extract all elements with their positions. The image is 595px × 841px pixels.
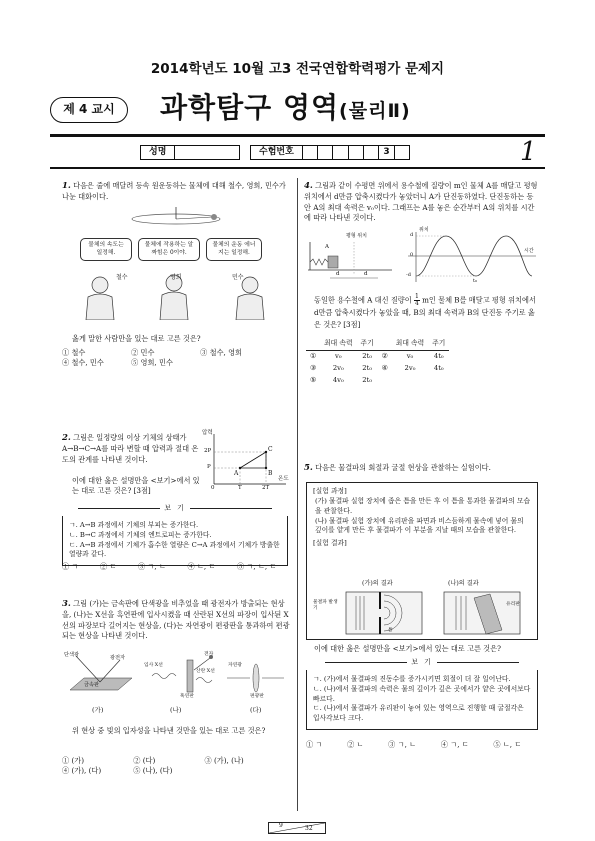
header-rule-bottom [50,167,545,169]
fig-label-polarizer: 편광판 [250,694,264,699]
point-a: A [234,470,239,477]
caption-da: (다) [250,706,262,714]
graph-xlabel: 온도 [278,476,289,482]
choice-1[interactable]: ① ㄱ [62,562,79,571]
tick-2p: 2P [204,448,212,454]
question-ask: 위 현상 중 빛의 입자성을 나타낸 것만을 있는 대로 고른 것은? [72,726,266,735]
exam-number-field[interactable] [250,145,410,160]
name-younghee: 영희 [170,274,182,281]
question-number: 3. [62,599,71,609]
question-ask: 옳게 말한 사람만을 있는 대로 고른 것은? [72,334,201,343]
choice-mark: ④ [381,363,388,372]
caption-ga: (가) [92,706,104,714]
page-number: 1 [520,137,537,167]
question-ask: 이에 대한 옳은 설명만을 <보기>에서 있는 대로 고른 것은? [3점] [72,476,200,496]
procedure-title: [실험 과정] [313,487,347,495]
choice-1[interactable]: ① 철수 [62,348,86,357]
pressure-temperature-graph [200,430,290,490]
question-number: 4. [304,181,313,191]
bogi-item-3: ㄷ. A→B 과정에서 기체가 흡수한 열량은 C→A 과정에서 기체가 방출한 열량과 같다. [69,540,280,559]
exam-number-cell[interactable] [364,146,379,159]
choice-mark: ① [310,351,317,360]
stem2-a: 동일한 용수철에 A 대신 질량이 [314,295,412,305]
choice-3[interactable]: ③ 철수, 영희 [200,348,242,357]
page-current: 9 [279,822,283,829]
point-c: C [268,446,273,453]
col-period: 주기 [357,338,378,350]
exam-number-cell[interactable] [318,146,333,159]
graph-origin: 0 [410,252,414,258]
fig-label-incident-x: 입사 X선 [144,663,163,668]
answer-table [306,338,449,386]
name-field[interactable] [140,145,240,160]
exam-number-cell[interactable] [349,146,364,159]
question-number: 5. [304,463,313,473]
choice-3[interactable]: ③ ㄱ, ㄴ [137,562,166,571]
exam-number-cell[interactable] [303,146,318,159]
graph-tick-minus-d: -d [406,272,411,278]
choice-4[interactable]: ④ ㄱ, ㄷ [440,740,469,749]
fraction [414,294,420,307]
choice-mark: ② [381,351,388,360]
choice-2[interactable]: ② 민수 [131,348,155,357]
bogi-box [62,504,288,566]
fig-label-d2: d [364,271,368,277]
subject-title [160,88,411,129]
header-rule [50,134,545,137]
cell: v₀ [406,351,414,360]
fig-label-slit: 틈 [388,628,393,633]
cell: 4t₀ [433,363,444,372]
choice-4[interactable]: ④ (가), (다) [62,766,102,776]
answer-choices [306,740,538,750]
q4-figures [306,228,538,284]
fig-label-electron: 전자 [204,652,214,657]
col-speed: 최대 속력 [392,338,428,350]
choice-5[interactable]: ⑤ (나), (다) [133,766,173,776]
q1-figure [62,205,290,320]
caption-na: (나) [170,706,182,714]
fig-label-graphite: 흑연판 [180,694,194,699]
tick-2t: 2T [262,485,270,491]
question-ask: 이에 대한 옳은 설명만을 <보기>에서 있는 대로 고른 것은? [314,644,501,653]
name-cheolsu: 철수 [116,274,128,281]
cell: 2v₀ [332,363,344,372]
choice-1[interactable]: ① (가) [62,756,85,765]
period-badge: 제 4 교시 [50,97,128,123]
exam-number-cell[interactable] [395,146,409,159]
bogi-item-1: ㄱ. (가)에서 물결파의 진동수를 증가시키면 회절이 더 잘 일어난다. [313,674,511,683]
stem2-b: m인 물체 B를 매달고 평형 위치에서 d만큼 압축시켰다가 놓았을 때, B의 최대 속력과 B의 단진동 주기로 옳은 것은? [3점] [314,295,536,329]
question-4 [304,180,538,224]
answer-choices [62,348,290,369]
fig-label-object-a: A [325,244,329,250]
bogi-item-2: ㄴ. (나)에서 물결파의 속력은 물의 깊이가 깊은 곳에서가 얕은 곳에서보다 빠르다. [313,684,531,703]
question-number: 2. [62,433,71,443]
question-3 [62,598,290,642]
circular-motion-illustration [62,205,290,320]
fig-label-metal: 금속판 [84,682,100,688]
fig-label-wave-generator: 물결파 발생기 [313,600,338,611]
result-figures [340,590,530,636]
cell: v₀ [335,351,342,360]
name-minsu: 민수 [232,274,244,281]
bogi-item-2: ㄴ. B→C 과정에서 기체의 엔트로피는 증가한다. [69,530,212,539]
bogi-item-1: ㄱ. A→B 과정에서 기체의 부피는 증가한다. [69,520,199,529]
fig-label-equilibrium: 평형 위치 [346,233,367,239]
cell: 2v₀ [404,363,416,372]
fig-label-glass: 유리판 [506,602,520,607]
exam-number-digit: 3 [379,146,394,159]
choice-3[interactable]: ③ (가), (나) [204,756,244,765]
bogi-box [306,658,538,730]
point-b: B [268,470,273,477]
page-total: 32 [305,825,313,832]
question-stem: 다음은 물결파의 회절과 굴절 현상을 관찰하는 실험이다. [315,463,491,472]
graph-tick-t0: t₀ [473,278,478,284]
subject-main: 과학탐구 영역 [160,91,340,124]
page-counter [268,822,326,834]
col-period: 주기 [428,338,449,350]
cell: 2t₀ [362,351,372,360]
fig-label-natural-light: 자연광 [228,663,242,668]
exam-title: 2014학년도 10월 고3 전국연합학력평가 문제지 [150,61,445,77]
graph-ylabel: 압력 [202,430,213,436]
table-row[interactable] [306,375,449,387]
table-row[interactable] [306,363,449,375]
result-title: [실험 결과] [313,539,347,548]
fraction-denominator: 4 [414,300,419,307]
choice-5[interactable]: ⑤ 영희, 민수 [131,358,173,368]
fraction-numerator: 1 [414,293,419,300]
name-label: 성명 [141,146,175,159]
result-caption-ga: (가)의 결과 [362,580,393,587]
choice-2[interactable]: ② ㄴ [347,740,364,749]
subject-sub: (물리Ⅱ) [339,100,411,122]
speech-bubble-cheolsu: 물체의 속도는 일정해. [80,238,132,261]
fig-label-d1: d [336,271,340,277]
tick-t: T [238,485,242,491]
tick-p: P [207,464,211,470]
choice-2[interactable]: ② ㄷ [99,562,117,571]
procedure-step-2: (나) 물결파 실험 장치에 유리판을 파면과 비스듬하게 물속에 넣어 물의 깊이를 얕게 만든 후 물결파가 이 부분을 지날 때의 모습을 관찰한다. [315,516,524,535]
question-number: 1. [62,181,71,191]
question-stem: 그림과 같이 수평면 위에서 용수철에 질량이 m인 물체 A를 매달고 평형 위치에서 d만큼 압축시켰다가 놓았더니 A가 단진동하였다. 단진동하는 동안 A의 최대 속력은 v₀이다. 그래프는 A를 놓은 순간부터 A의 위치를 시간에 따라 나타낸 것이다. [304,181,538,223]
choice-5[interactable]: ⑤ ㄱ, ㄴ, ㄷ [236,562,277,571]
answer-choices [62,562,290,572]
choice-3[interactable]: ③ ㄱ, ㄴ [388,740,417,749]
cell: 4v₀ [332,375,344,384]
exam-number-label: 수험번호 [251,146,303,159]
graph-ylabel: 위치 [419,227,429,233]
bogi-title: 보 기 [306,658,538,668]
bogi-item-3: ㄷ. (나)에서 물결파가 유리판이 놓여 있는 영역으로 진행할 때 굴절각은 입사각보다 크다. [313,704,524,723]
question-4-part-2 [314,294,538,330]
choice-4[interactable]: ④ ㄴ, ㄷ [187,562,216,571]
fig-label-light: 단색광 [64,652,80,658]
choice-2[interactable]: ② (다) [133,756,156,765]
name-cell[interactable] [175,146,239,159]
choice-mark: ⑤ [310,375,317,384]
fig-label-photoelectron: 광전자 [110,655,126,661]
question-stem: 그림 (가)는 금속판에 단색광을 비추었을 때 광전자가 방출되는 현상을, (나)는 X선을 흑연판에 입사시켰을 때 산란된 X선의 파장이 입사된 X선의 파장보다 길어지는 현상을, (다)는 자연광이 편광판을 통과하여 편광되는 현상을 나타낸 것이다. [62,599,290,641]
column-divider [297,178,298,811]
graph-tick-d: d [410,232,414,238]
question-5 [304,462,538,474]
question-2 [62,432,202,465]
exam-number-cell[interactable] [333,146,348,159]
answer-choices [62,756,290,777]
tick-0: 0 [211,485,215,491]
bogi-title: 보 기 [62,504,288,514]
cell: 2t₀ [362,375,372,384]
table-row[interactable] [306,350,449,362]
choice-mark: ③ [310,363,317,372]
cell: 2t₀ [362,363,372,372]
choice-4[interactable]: ④ 철수, 민수 [62,358,104,368]
question-stem: 다음은 줄에 매달려 등속 원운동하는 물체에 대해 철수, 영희, 민수가 나눈 대화이다. [62,181,286,202]
speech-bubble-younghee: 물체에 작용하는 알짜힘은 0이야. [138,238,200,261]
question-1 [62,180,290,203]
col-speed: 최대 속력 [320,338,356,350]
question-stem: 그림은 일정량의 이상 기체의 상태가 A→B→C→A를 따라 변할 때 압력과 절대 온도의 관계를 나타낸 것이다. [62,433,199,464]
cell: 4t₀ [433,351,444,360]
choice-1[interactable]: ① ㄱ [306,740,323,749]
choice-5[interactable]: ⑤ ㄴ, ㄷ [493,740,522,749]
speech-bubble-minsu: 물체의 운동 에너지는 일정해. [206,238,262,261]
result-caption-na: (나)의 결과 [448,580,479,587]
procedure-step-1: (가) 물결파 실험 장치에 좁은 틈을 만든 후 이 틈을 통과한 물결파의 모습을 관찰한다. [315,496,531,515]
graph-xlabel: 시간 [524,248,534,254]
fig-label-scattered-x: 산란 X선 [196,669,215,674]
